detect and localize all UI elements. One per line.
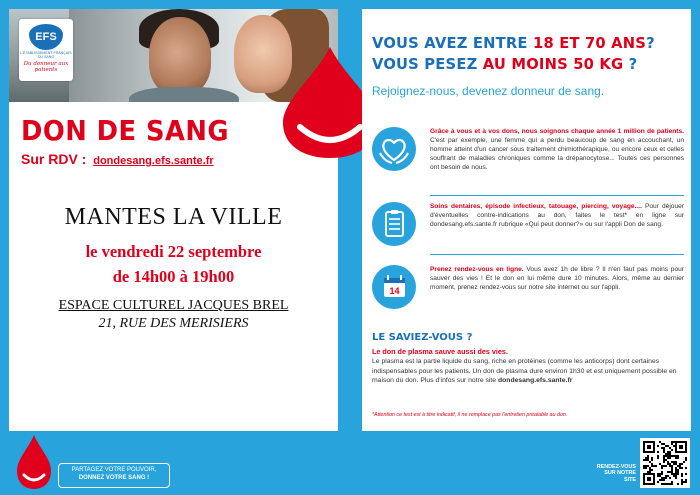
divider bbox=[430, 254, 684, 255]
did-you-know-title: LE SAVIEZ-VOUS ? bbox=[372, 332, 473, 343]
patients-lead: Grâce à vous et à vos dons, nous soignons chaque année 1 million de patients. bbox=[430, 128, 684, 135]
right-info-panel bbox=[362, 9, 691, 431]
age-question-mark: ? bbox=[646, 34, 655, 52]
contraindications-lead: Soins dentaires, épisode infectieux, tatouage, piercing, voyage.... bbox=[430, 203, 642, 210]
share-line-2 bbox=[59, 475, 169, 483]
event-address: 21, RUE DES MERISIERS bbox=[98, 316, 249, 331]
weight-question bbox=[372, 55, 637, 73]
share-message-box bbox=[58, 463, 170, 488]
share-line-2-text: DONNEZ VOTRE SANG ! bbox=[78, 474, 150, 481]
calendar-day: 14 bbox=[389, 286, 400, 296]
weight-question-value: AU MOINS 50 KG bbox=[482, 55, 624, 73]
did-you-know-body bbox=[372, 357, 680, 386]
rdv-line bbox=[21, 151, 214, 167]
rdv-site-line-2: SUR NOTRE SITE bbox=[604, 470, 636, 483]
footer-blood-drop-icon bbox=[14, 433, 54, 491]
did-you-know-subtitle: Le don de plasma sauve aussi des vies. bbox=[372, 347, 508, 356]
weight-question-prefix: VOUS PESEZ bbox=[372, 55, 478, 73]
did-you-know-link[interactable]: dondesang.efs.sante.fr bbox=[497, 377, 573, 385]
rdv-site-label bbox=[592, 464, 636, 483]
efs-logo-mark: EFS bbox=[29, 24, 63, 50]
rdv-link[interactable]: dondesang.efs.sante.fr bbox=[93, 155, 214, 167]
did-you-know-text: Le plasma est la partie liquide du sang, riche en protéines (comme les anticorps) dont certaines indispensables pour les patients. Un don de plasma dure environ 1h30 et est uniquement possible en maison du don. Plus d'infos sur notre site bbox=[372, 358, 677, 385]
page-title: DON DE SANG bbox=[21, 114, 230, 147]
calendar-icon bbox=[372, 265, 416, 309]
event-time: de 14h00 à 19h00 bbox=[112, 267, 235, 286]
heart-hands-icon bbox=[372, 127, 416, 171]
appointment-text bbox=[430, 265, 684, 292]
patients-text bbox=[430, 127, 684, 172]
qr-code[interactable] bbox=[640, 438, 690, 488]
checklist-icon bbox=[372, 202, 416, 246]
efs-logo bbox=[19, 19, 73, 81]
age-question bbox=[372, 34, 655, 52]
patients-body: C'est par exemple, une femme qui a perdu beaucoup de sang en accouchant, un homme atteint d'un cancer sous traitement chimiothérapique, ou encore ceux et celles souffrant de maladies chroniques comme la drépanocytose... Toutes ces personnes ont besoin de nous. bbox=[430, 137, 684, 172]
event-date: le vendredi 22 septembre bbox=[85, 242, 262, 261]
contraindications-body: Pour déjouer d'éventuelles contre-indications au don, faites le test* en ligne sur dondesang.efs.sante.fr rubrique «Qui peut donner?» ou sur l'appli Don de sang. bbox=[430, 203, 684, 229]
age-question-prefix: VOUS AVEZ ENTRE bbox=[372, 34, 528, 52]
weight-question-mark: ? bbox=[628, 55, 638, 73]
event-city: MANTES LA VILLE bbox=[64, 204, 283, 230]
contraindications-text bbox=[430, 202, 684, 229]
efs-logo-fullname: L'ÉTABLISSEMENT FRANÇAIS DU SANG bbox=[20, 51, 72, 59]
share-line-1: PARTAGEZ VOTRE POUVOIR, bbox=[71, 467, 157, 473]
event-place: ESPACE CULTUREL JACQUES BREL bbox=[58, 298, 289, 313]
rdv-site-line-1: RENDEZ-VOUS bbox=[596, 464, 636, 470]
efs-logo-tagline: Du donneur aux patients bbox=[23, 60, 69, 73]
join-tagline: Rejoignez-nous, devenez donneur de sang. bbox=[372, 84, 605, 98]
appointment-lead: Prenez rendez-vous en ligne. bbox=[430, 266, 524, 273]
rdv-prefix: Sur RDV : bbox=[21, 151, 87, 167]
appointment-body: Vous avez 1h de libre ? Il n'en faut pas moins pour sauver des vies ! Et le don en lui même dure 10 minutes. Alors, même au dernier moment, prenez rendez-vous sur notre site internet ou sur l'appli. bbox=[430, 266, 684, 292]
divider bbox=[430, 195, 684, 196]
age-question-range: 18 ET 70 ANS bbox=[533, 34, 647, 52]
footnote: *Attention ce test est à titre indicatif, il ne remplace pas l'entretien préalable au don. bbox=[372, 412, 568, 418]
